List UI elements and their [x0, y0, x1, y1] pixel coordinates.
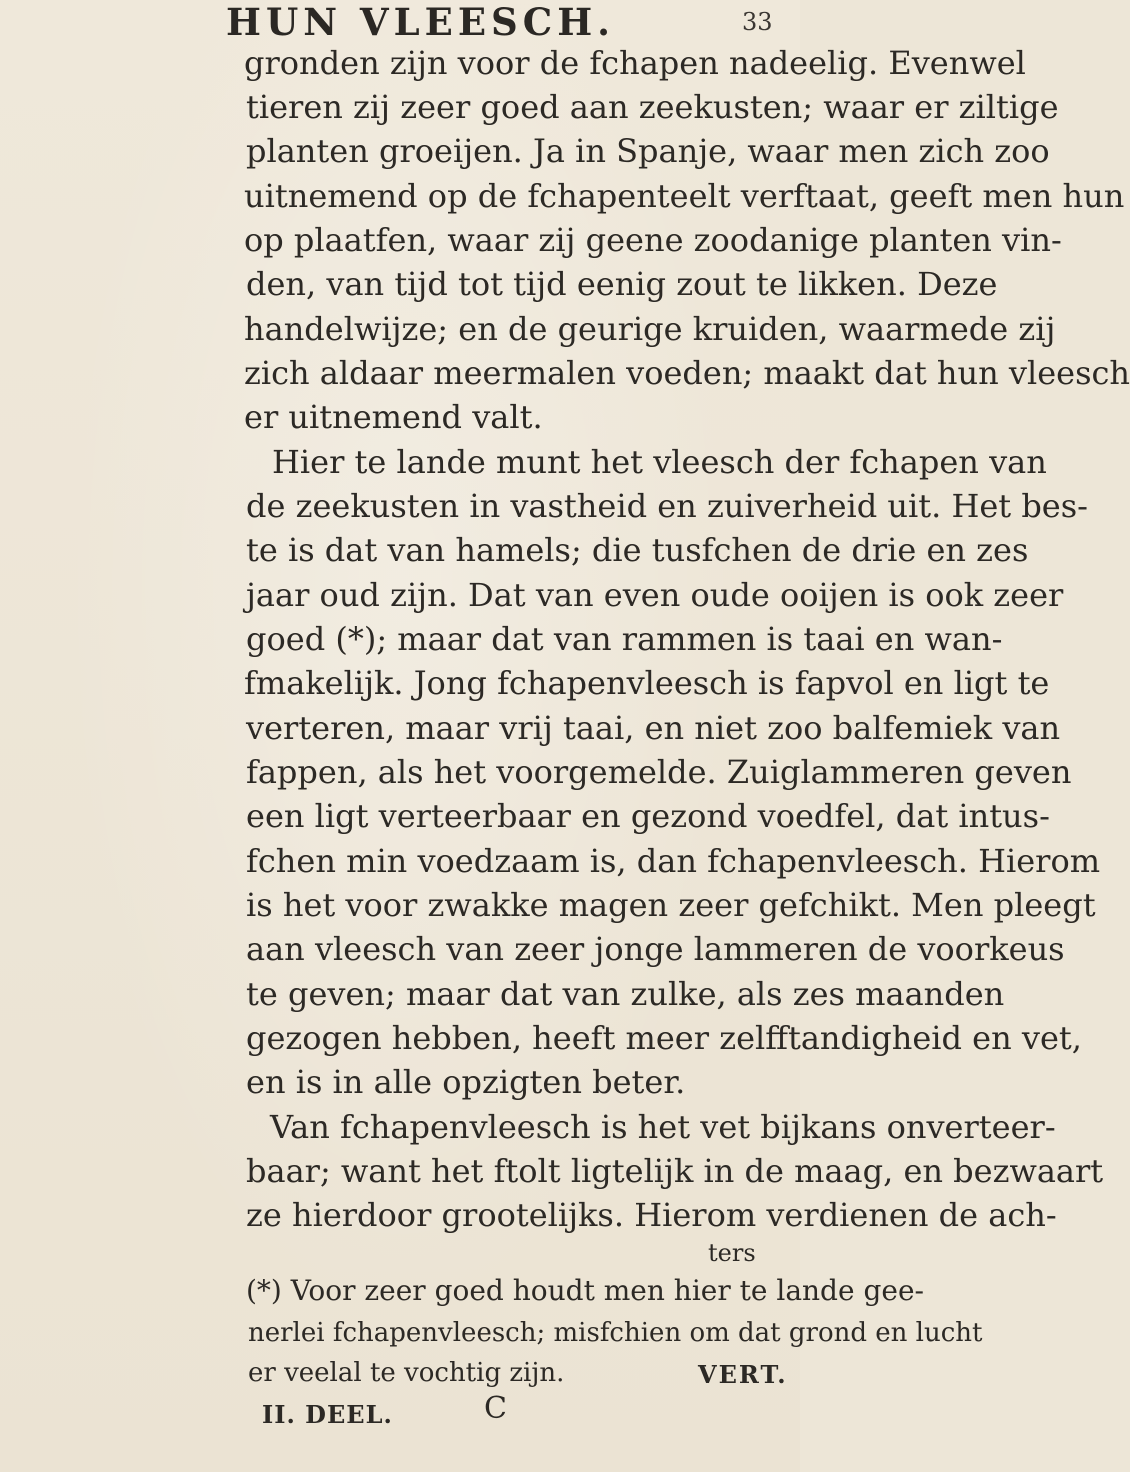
signature-mark: C	[484, 1391, 507, 1426]
footnote-line: (*) Voor zeer goed houdt men hier te lande gee-	[246, 1274, 924, 1307]
running-head	[0, 2, 800, 42]
text-line: gronden zijn voor de fchapen nadeelig. Evenwel	[244, 44, 1026, 82]
text-line: tieren zij zeer goed aan zeekusten; waar er ziltige	[246, 88, 1059, 126]
text-line: jaar oud zijn. Dat van even oude ooijen is ook zeer	[246, 576, 1064, 614]
text-line: uitnemend op de fchapenteelt verftaat, geeft men hun	[244, 177, 1125, 215]
text-line: den, van tijd tot tijd eenig zout te likken. Deze	[246, 265, 998, 303]
text-line: goed (*); maar dat van rammen is taai en wan-	[246, 620, 1003, 658]
text-line: fmakelijk. Jong fchapenvleesch is fapvol en ligt te	[244, 664, 1050, 702]
text-line: te geven; maar dat van zulke, als zes maanden	[246, 975, 1005, 1013]
text-line: baar; want het ftolt ligtelijk in de maag, en bezwaart	[246, 1152, 1104, 1190]
text-line: op plaatfen, waar zij geene zoodanige planten vin-	[244, 221, 1062, 259]
catchword-line: ters	[708, 1239, 756, 1267]
text-line: een ligt verteerbaar en gezond voedfel, dat intus-	[246, 797, 1050, 835]
text-line: fappen, als het voorgemelde. Zuiglammeren geven	[246, 753, 1072, 791]
running-title: HUN VLEESCH.	[226, 0, 616, 44]
catchword: VERT.	[698, 1360, 788, 1389]
text-line: gezogen hebben, heeft meer zelfftandigheid en vet,	[246, 1019, 1082, 1057]
text-line: verteren, maar vrij taai, en niet zoo balfemiek van	[246, 709, 1061, 747]
volume-mark: II. DEEL.	[262, 1400, 393, 1429]
text-line: Hier te lande munt het vleesch der fchapen van	[272, 443, 1047, 481]
text-line: en is in alle opzigten beter.	[246, 1063, 686, 1101]
footnote-line: nerlei fchapenvleesch; misfchien om dat grond en lucht	[248, 1318, 983, 1348]
text-line: de zeekusten in vastheid en zuiverheid uit. Het bes-	[246, 487, 1088, 525]
text-line: er uitnemend valt.	[244, 398, 543, 436]
text-line: handelwijze; en de geurige kruiden, waarmede zij	[244, 310, 1056, 348]
text-line: te is dat van hamels; die tusfchen de drie en zes	[246, 531, 1029, 569]
text-line: planten groeijen. Ja in Spanje, waar men zich zoo	[246, 132, 1050, 170]
footnote-line: er veelal te vochtig zijn.	[248, 1358, 565, 1388]
text-line: zich aldaar meermalen voeden; maakt dat hun vleesch	[244, 354, 1130, 392]
text-line: ze hierdoor grootelijks. Hierom verdienen de ach-	[246, 1196, 1057, 1234]
text-line: fchen min voedzaam is, dan fchapenvleesch. Hierom	[246, 842, 1101, 880]
text-line: Van fchapenvleesch is het vet bijkans onverteer-	[270, 1108, 1056, 1146]
text-line: aan vleesch van zeer jonge lammeren de voorkeus	[246, 930, 1065, 968]
page-number: 33	[742, 8, 773, 36]
text-line: is het voor zwakke magen zeer gefchikt. Men pleegt	[246, 886, 1096, 924]
